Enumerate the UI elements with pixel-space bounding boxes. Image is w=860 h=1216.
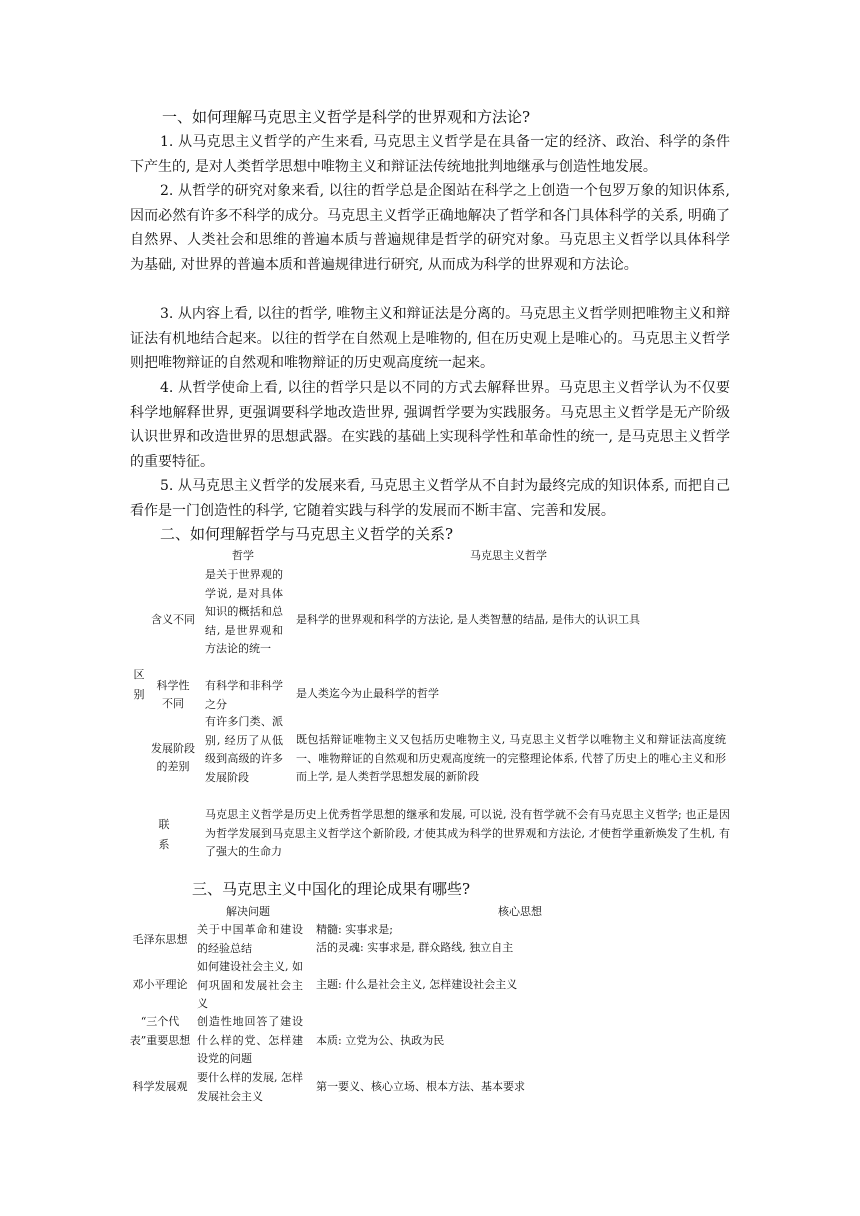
- theory-problem-mao: 关于中国革命和建设的经验总结: [197, 923, 303, 955]
- section2-title: 二、如何理解哲学与马克思主义哲学的关系?: [160, 525, 454, 543]
- theory-name-mao: 毛泽东思想: [132, 933, 188, 946]
- theory-core-deng: 主题: 什么是社会主义, 怎样建设社会主义: [316, 978, 518, 991]
- theory-problem-deng: 如何建设社会主义, 如何巩固和发展社会主义: [197, 960, 303, 1010]
- theory-core-mao-1: 精髓: 实事求是;: [316, 923, 393, 936]
- row-scientific-philosophy: 有科学和非科学之分: [205, 679, 283, 711]
- theory-problem-scientific-development: 要什么样的发展, 怎样发展社会主义: [197, 1071, 303, 1103]
- col-header-marxist-philosophy: 马克思主义哲学: [470, 549, 547, 562]
- section1-paragraph-3: 3. 从内容上看, 以往的哲学, 唯物主义和辩证法是分离的。马克思主义哲学则把唯物主义和辩证法有机地结合起来。以往的哲学在自然观上是唯物的, 但在历史观上是唯心的。马克思主义哲学则把唯物辩证的自然观和唯物辩证的历史观高度统一起来。: [130, 306, 730, 371]
- row-label-scientific: 科学性不同: [156, 679, 190, 710]
- row-meaning-philosophy: 是关于世界观的学说, 是对具体知识的概括和总结, 是世界观和方法论的统一: [205, 568, 283, 655]
- col-header-philosophy: 哲学: [232, 549, 254, 562]
- row-scientific-marxism: 是人类迄今为止最科学的哲学: [296, 687, 439, 700]
- theory-name-scientific-development: 科学发展观: [132, 1080, 188, 1093]
- row-label-meaning: 含义不同: [151, 613, 195, 626]
- theory-core-three-represents: 本质: 立党为公、执政为民: [316, 1034, 445, 1047]
- col-header-core-idea: 核心思想: [498, 905, 542, 918]
- col-header-problem: 解决问题: [226, 905, 270, 918]
- theory-name-three-represents: “三个代表”重要思想: [129, 1015, 191, 1047]
- relation-label: 联系: [158, 818, 170, 851]
- theory-core-scientific-development: 第一要义、核心立场、根本方法、基本要求: [316, 1080, 525, 1093]
- row-stage-philosophy: 有许多门类、派别, 经历了从低级到高级的许多发展阶段: [205, 715, 283, 784]
- section1-paragraph-1: 1. 从马克思主义哲学的产生来看, 马克思主义哲学是在具备一定的经济、政治、科学的条件下产生的, 是对人类哲学思想中唯物主义和辩证法传统地批判地继承与创造性地发展。: [130, 134, 730, 175]
- theory-problem-three-represents: 创造性地回答了建设什么样的党、怎样建设党的问题: [197, 1015, 303, 1065]
- theory-core-mao-2: 活的灵魂: 实事求是, 群众路线, 独立自主: [316, 941, 514, 954]
- row-label-stage: 发展阶段的差别: [151, 742, 195, 773]
- section1-paragraph-2: 2. 从哲学的研究对象来看, 以往的哲学总是企图站在科学之上创造一个包罗万象的知识体系, 因而必然有许多不科学的成分。马克思主义哲学正确地解决了哲学和各门具体科学的关系, 明确了自然界、人类社会和思维的普遍本质与普遍规律是哲学的研究对象。马克思主义哲学以具体科学为基础, 对世界的普遍本质和普遍规律进行研究, 从而成为科学的世界观和方法论。: [130, 183, 730, 273]
- section1-paragraph-5: 5. 从马克思主义哲学的发展来看, 马克思主义哲学从不自封为最终完成的知识体系, 而把自己看作是一门创造性的科学, 它随着实践与科学的发展而不断丰富、完善和发展。: [130, 478, 730, 519]
- row-stage-marxism: 既包括辩证唯物主义又包括历史唯物主义, 马克思主义哲学以唯物主义和辩证法高度统一、唯物辩证的自然观和历史观高度统一的完整理论体系, 代替了历史上的唯心主义和形而上学, 是人类哲学思想发展的新阶段: [296, 733, 726, 783]
- section3-title: 三、马克思主义中国化的理论成果有哪些?: [192, 880, 471, 898]
- relation-text: 马克思主义哲学是历史上优秀哲学思想的继承和发展, 可以说, 没有哲学就不会有马克思主义哲学; 也正是因为哲学发展到马克思主义哲学这个新阶段, 才使其成为科学的世界观和方法论, 才使哲学重新焕发了生机, 有了强大的生命力: [205, 808, 730, 858]
- section1-title: 一、如何理解马克思主义哲学是科学的世界观和方法论?: [162, 108, 531, 126]
- row-meaning-marxism: 是科学的世界观和科学的方法论, 是人类智慧的结晶, 是伟大的认识工具: [296, 613, 640, 626]
- group-label-difference: 区别: [133, 668, 145, 701]
- theory-name-deng: 邓小平理论: [132, 978, 188, 991]
- section1-paragraph-4: 4. 从哲学使命上看, 以往的哲学只是以不同的方式去解释世界。马克思主义哲学认为不仅要科学地解释世界, 更强调要科学地改造世界, 强调哲学要为实践服务。马克思主义哲学是无产阶级认识世界和改造世界的思想武器。在实践的基础上实现科学性和革命性的统一, 是马克思主义哲学的重要特征。: [130, 380, 730, 470]
